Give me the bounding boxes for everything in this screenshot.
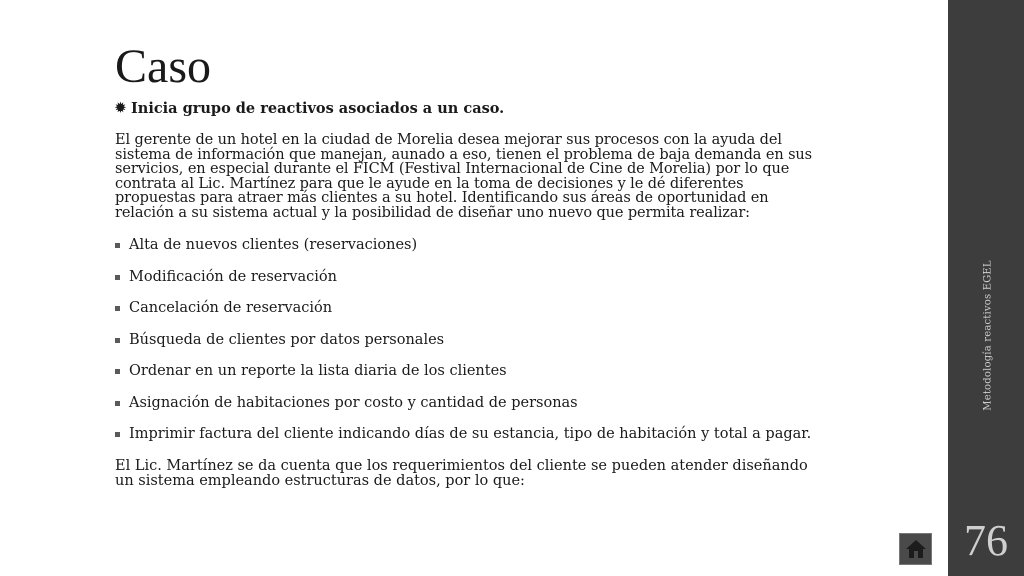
list-item-text: Cancelación de reservación — [129, 300, 333, 316]
square-bullet-icon — [115, 369, 120, 374]
list-item — [115, 270, 825, 285]
sidebar-label-text: Metodología reactivos EGEL — [982, 259, 994, 411]
list-item-text: Asignación de habitaciones por costo y cantidad de personas — [129, 394, 578, 411]
list-item — [115, 333, 825, 348]
square-bullet-icon — [115, 275, 120, 280]
home-icon — [905, 539, 927, 559]
list-item — [115, 396, 825, 411]
page-number: 76 — [964, 516, 1008, 565]
square-bullet-icon — [115, 401, 120, 406]
square-bullet-icon — [115, 243, 120, 248]
list-item-text: Alta de nuevos clientes (reservaciones) — [129, 237, 418, 253]
star-burst-icon: ✹ — [115, 101, 126, 116]
closing-paragraph: El Lic. Martínez se da cuenta que los requerimientos del cliente se pueden atender diseñando un sistema empleando estructuras de datos, por lo que: — [115, 457, 808, 489]
square-bullet-icon — [115, 306, 120, 311]
square-bullet-icon — [115, 338, 120, 343]
list-item-text: Imprimir factura del cliente indicando días de su estancia, tipo de habitación y total a pagar. — [129, 426, 812, 442]
requirements-list — [115, 238, 825, 442]
slide-content — [115, 40, 825, 503]
home-button[interactable] — [899, 533, 932, 565]
sidebar-label — [950, 180, 1024, 490]
list-item-text: Modificación de reservación — [129, 268, 337, 285]
list-item — [115, 301, 825, 316]
slide-subtitle — [115, 100, 825, 117]
list-item-text: Ordenar en un reporte la lista diaria de los clientes — [129, 363, 507, 379]
list-item — [115, 364, 825, 379]
list-item — [115, 238, 825, 253]
square-bullet-icon — [115, 432, 120, 437]
list-item — [115, 427, 825, 442]
slide-title: Caso — [115, 40, 211, 93]
case-paragraph: El gerente de un hotel en la ciudad de Morelia desea mejorar sus procesos con la ayuda del sistema de información que manejan, aunado a eso, tienen el problema de baja demanda en sus servicios, en especial durante el FICM (Festival Internacional de Cine de Morelia) por lo que contrata al Lic. Martínez para que le ayude en la toma de decisiones y le dé diferentes propuestas para atraer más clientes a su hotel. Identificando sus áreas de oportunidad en relación a su sistema actual y la posibilidad de diseñar uno nuevo que permita realizar: — [115, 132, 812, 221]
subtitle-text: Inicia grupo de reactivos asociados a un caso. — [131, 100, 505, 117]
list-item-text: Búsqueda de clientes por datos personales — [129, 331, 445, 348]
